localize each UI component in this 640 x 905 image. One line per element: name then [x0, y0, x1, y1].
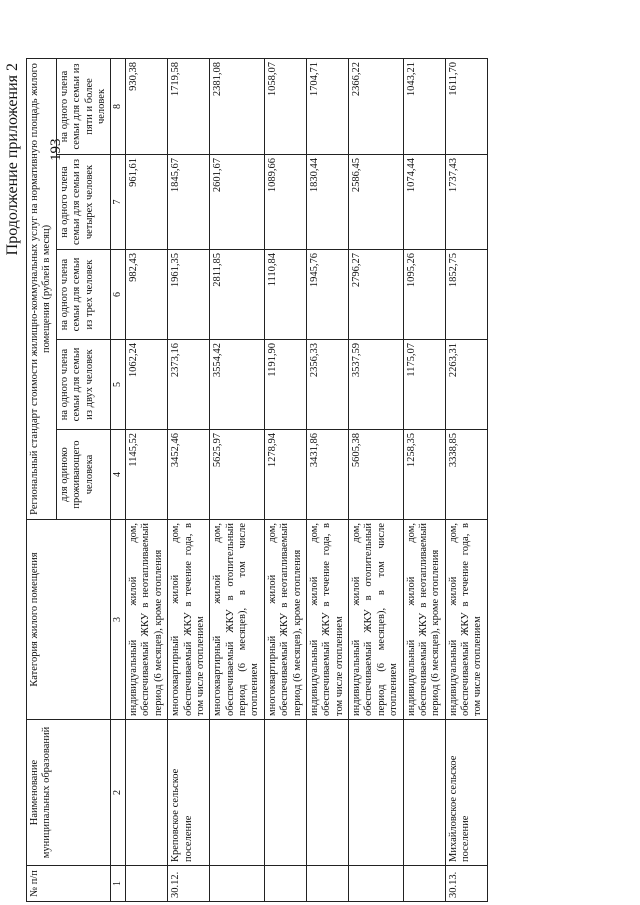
housing-category: многоквартирный жилой дом, обеспечиваемый ЖКУ в неотапливаемый период (6 месяцев), кроме отопления — [264, 520, 306, 720]
housing-category: индивидуальный жилой дом, обеспечиваемый ЖКУ в течение года, в том числе отоплением — [306, 520, 348, 720]
cost-family-4: 1737,43 — [445, 155, 487, 250]
column-number: 8 — [111, 58, 126, 154]
cost-family-4: 961,61 — [126, 155, 168, 250]
municipality-name — [126, 720, 168, 866]
municipality-name — [349, 720, 404, 866]
cost-family-3: 2796,27 — [349, 250, 404, 340]
header-sub-4: на одного члена семьи для семьи из четырех человек — [56, 155, 111, 250]
column-number: 1 — [111, 866, 126, 902]
table-row — [126, 58, 168, 901]
cost-family-3: 1852,75 — [445, 250, 487, 340]
header-municipality: Наименование муниципальных образований — [27, 720, 111, 866]
cost-family-3: 1095,26 — [403, 250, 445, 340]
cost-family-5plus: 2381,08 — [210, 58, 265, 154]
column-number: 4 — [111, 430, 126, 520]
table-body — [126, 58, 488, 901]
cost-family-4: 1845,67 — [168, 155, 210, 250]
cost-family-5plus: 1704,71 — [306, 58, 348, 154]
housing-category: индивидуальный жилой дом, обеспечиваемый ЖКУ в неотапливаемый период (6 месяцев), кроме отопления — [403, 520, 445, 720]
table-row — [264, 58, 306, 901]
row-number: 30.13. — [445, 866, 487, 902]
cost-single: 3338,85 — [445, 430, 487, 520]
header-sub-1: для одиноко проживающего человека — [56, 430, 111, 520]
column-number: 7 — [111, 155, 126, 250]
cost-family-3: 982,43 — [126, 250, 168, 340]
municipality-name — [210, 720, 265, 866]
cost-family-2: 2373,16 — [168, 340, 210, 430]
row-number: 30.12. — [168, 866, 210, 902]
municipality-name — [264, 720, 306, 866]
housing-category: индивидуальный жилой дом, обеспечиваемый ЖКУ в течение года, в том числе отоплением — [445, 520, 487, 720]
header-num: № п/п — [27, 866, 111, 902]
cost-family-5plus: 1611,70 — [445, 58, 487, 154]
cost-family-2: 2263,31 — [445, 340, 487, 430]
cost-family-4: 2586,45 — [349, 155, 404, 250]
municipality-name — [403, 720, 445, 866]
cost-family-3: 1961,35 — [168, 250, 210, 340]
housing-category: индивидуальный жилой дом, обеспечиваемый ЖКУ в отопительный период (6 месяцев), в том числе отоплением — [349, 520, 404, 720]
row-number — [349, 866, 404, 902]
cost-family-2: 1175,07 — [403, 340, 445, 430]
cost-family-5plus: 1719,58 — [168, 58, 210, 154]
row-number — [306, 866, 348, 902]
header-category: Категория жилого помещения — [27, 520, 111, 720]
cost-single: 5605,38 — [349, 430, 404, 520]
municipality-name — [306, 720, 348, 866]
header-sub-2: на одного члена семьи для семьи из двух человек — [56, 340, 111, 430]
header-standard: Региональный стандарт стоимости жилищно-коммунальных услуг на нормативную площадь жилого помещения (рублей в месяц) — [27, 58, 57, 519]
appendix-title: Продолжение приложения 2 — [4, 63, 21, 256]
housing-category: многоквартирный жилой дом, обеспечиваемый ЖКУ в отопительный период (6 месяцев), в том числе отоплением — [210, 520, 265, 720]
cost-family-4: 1074,44 — [403, 155, 445, 250]
cost-single: 5625,97 — [210, 430, 265, 520]
column-number: 3 — [111, 520, 126, 720]
column-number: 2 — [111, 720, 126, 866]
cost-family-3: 1945,76 — [306, 250, 348, 340]
header-sub-3: на одного члена семьи для семьи из трех человек — [56, 250, 111, 340]
cost-family-4: 1089,66 — [264, 155, 306, 250]
cost-family-5plus: 1058,07 — [264, 58, 306, 154]
municipality-name: Михайловское сельское поселение — [445, 720, 487, 866]
row-number — [210, 866, 265, 902]
housing-category: многоквартирный жилой дом, обеспечиваемый ЖКУ в течение года, в том числе отоплением — [168, 520, 210, 720]
table-row — [168, 58, 210, 901]
column-number: 6 — [111, 250, 126, 340]
cost-family-2: 1062,24 — [126, 340, 168, 430]
table-row — [210, 58, 265, 901]
tariff-table — [26, 58, 488, 902]
municipality-name: Креповское сельское поселение — [168, 720, 210, 866]
cost-family-4: 2601,67 — [210, 155, 265, 250]
housing-category: индивидуальный жилой дом, обеспечиваемый ЖКУ в неотапливаемый период (6 месяцев), кроме отопления — [126, 520, 168, 720]
cost-single: 3431,86 — [306, 430, 348, 520]
cost-family-5plus: 930,38 — [126, 58, 168, 154]
cost-family-2: 1191,90 — [264, 340, 306, 430]
cost-family-2: 3554,42 — [210, 340, 265, 430]
row-number — [264, 866, 306, 902]
table-row — [403, 58, 445, 901]
cost-single: 3452,46 — [168, 430, 210, 520]
cost-single: 1258,35 — [403, 430, 445, 520]
table-row — [445, 58, 487, 901]
row-number — [126, 866, 168, 902]
cost-family-3: 2811,85 — [210, 250, 265, 340]
cost-single: 1278,94 — [264, 430, 306, 520]
cost-family-5plus: 2366,22 — [349, 58, 404, 154]
row-number — [403, 866, 445, 902]
cost-family-5plus: 1043,21 — [403, 58, 445, 154]
page-number: 193 — [48, 138, 64, 161]
cost-family-4: 1830,44 — [306, 155, 348, 250]
table-row — [349, 58, 404, 901]
table-row — [306, 58, 348, 901]
cost-family-3: 1110,84 — [264, 250, 306, 340]
column-number: 5 — [111, 340, 126, 430]
cost-single: 1145,52 — [126, 430, 168, 520]
cost-family-2: 3537,59 — [349, 340, 404, 430]
header-sub-5: на одного члена семьи для семьи из пяти и более человек — [56, 58, 111, 154]
cost-family-2: 2356,33 — [306, 340, 348, 430]
